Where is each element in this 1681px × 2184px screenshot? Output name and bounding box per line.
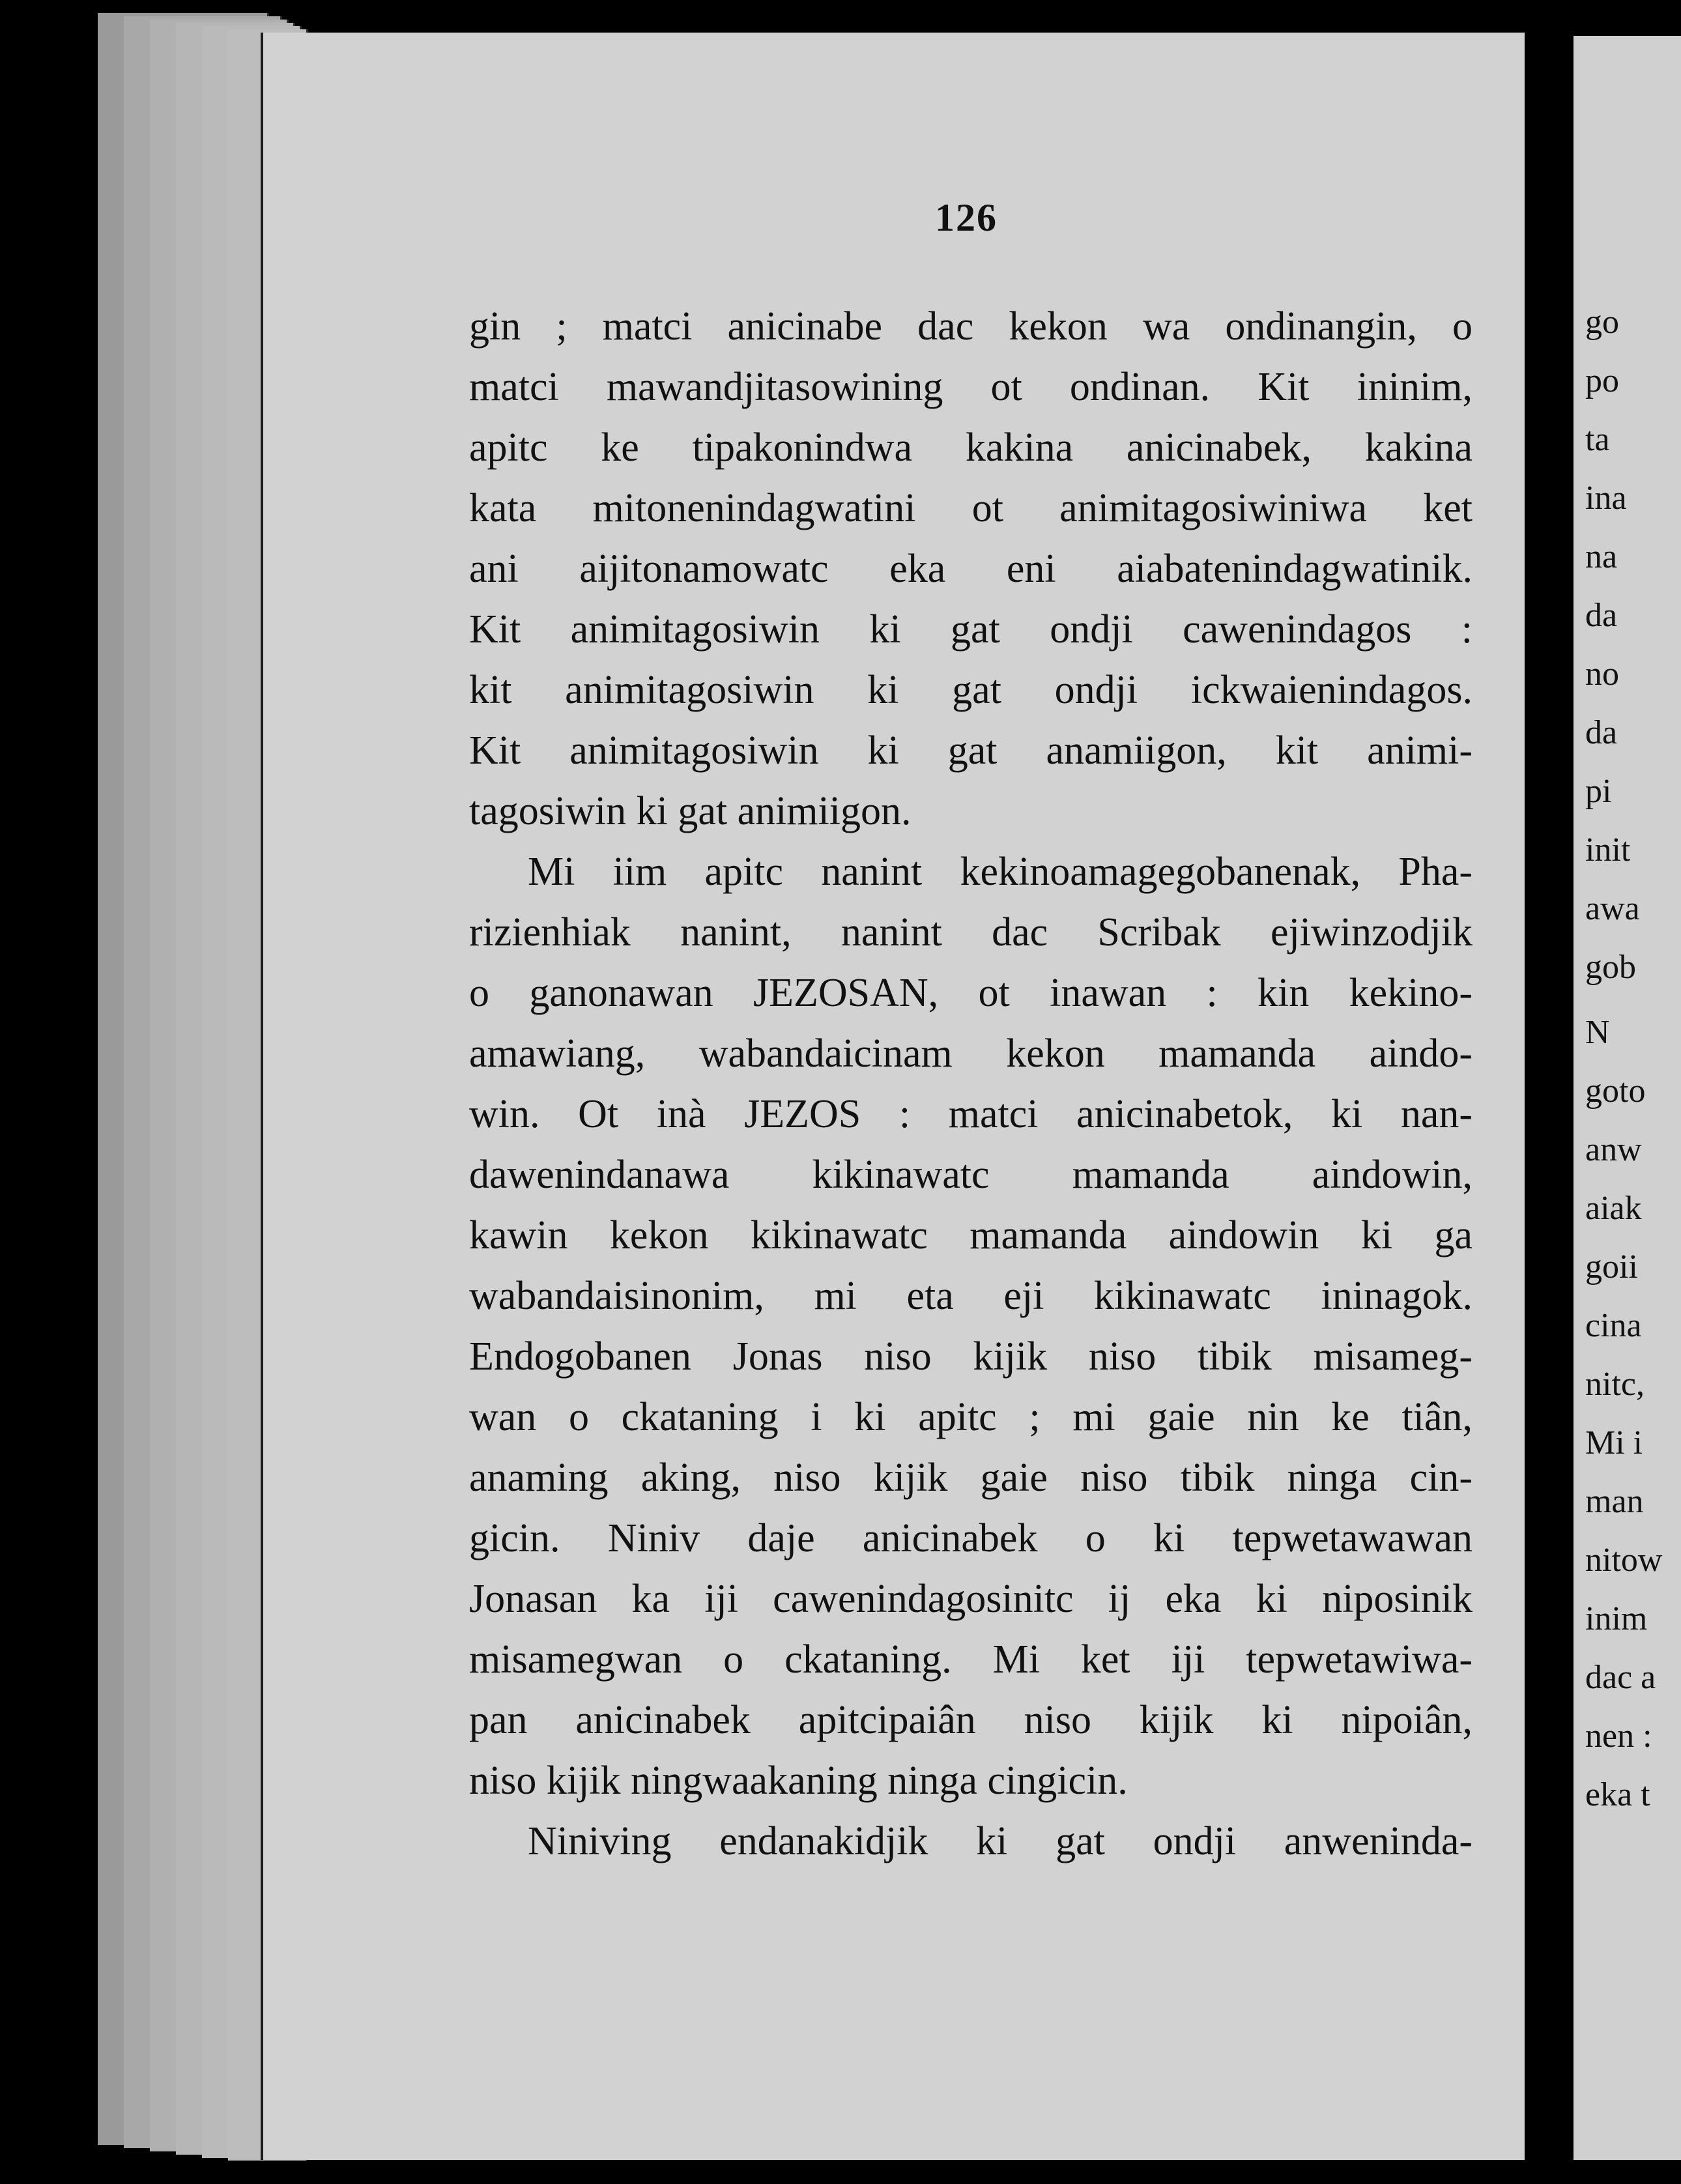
facing-page-fragment: aiak	[1585, 1190, 1642, 1227]
facing-page-fragment: eka t	[1585, 1776, 1650, 1813]
facing-page-fragment: po	[1585, 362, 1619, 399]
facing-page-fragment: anw	[1585, 1131, 1642, 1168]
facing-page-fragment: man	[1585, 1483, 1644, 1520]
facing-page-fragment: nitow	[1585, 1542, 1663, 1579]
page-number: 126	[935, 196, 998, 239]
text-line: kawin kekon kikinawatc mamanda aindowin ki ga	[469, 1213, 1473, 1257]
text-line: Niniving endanakidjik ki gat ondji anweninda-	[528, 1819, 1473, 1863]
page-text	[469, 296, 1473, 1872]
text-line: pan anicinabek apitcipaiân niso kijik ki nipoiân,	[469, 1698, 1473, 1742]
text-line: kit animitagosiwin ki gat ondji ickwaienindagos.	[469, 668, 1473, 712]
facing-page-fragment: gob	[1585, 949, 1636, 986]
text-line: kata mitonenindagwatini ot animitagosiwiniwa ket	[469, 486, 1473, 530]
text-line: Kit animitagosiwin ki gat ondji cawenindagos :	[469, 607, 1473, 652]
text-line: wan o ckataning i ki apitc ; mi gaie nin ke tiân,	[469, 1395, 1473, 1439]
text-line: o ganonawan JEZOSAN, ot inawan : kin kekino-	[469, 971, 1473, 1015]
text-line: wabandaisinonim, mi eta eji kikinawatc ininagok.	[469, 1274, 1473, 1318]
text-line: anaming aking, niso kijik gaie niso tibik ninga cin-	[469, 1456, 1473, 1500]
text-line: apitc ke tipakonindwa kakina anicinabek, kakina	[469, 425, 1473, 470]
text-line: Jonasan ka iji cawenindagosinitc ij eka ki niposinik	[469, 1577, 1473, 1621]
facing-page-fragment: goto	[1585, 1072, 1646, 1110]
facing-page-fragment: go	[1585, 304, 1619, 341]
text-line: Mi iim apitc nanint kekinoamagegobanenak, Pha-	[528, 850, 1473, 894]
text-line: tagosiwin ki gat animiigon.	[469, 789, 912, 833]
facing-page-fragment: na	[1585, 538, 1618, 575]
facing-page	[1573, 36, 1681, 2160]
book-gutter	[1525, 0, 1573, 2184]
text-line: amawiang, wabandaicinam kekon mamanda aindo-	[469, 1031, 1473, 1076]
facing-page-fragment: N	[1585, 1014, 1610, 1051]
text-line: Endogobanen Jonas niso kijik niso tibik misameg-	[469, 1334, 1473, 1379]
facing-page-fragment: da	[1585, 597, 1618, 634]
facing-page-fragment: pi	[1585, 773, 1612, 810]
facing-page-fragment: ina	[1585, 480, 1627, 517]
facing-page-fragment: awa	[1585, 890, 1640, 927]
text-line: gicin. Niniv daje anicinabek o ki tepwetawawan	[469, 1516, 1473, 1560]
facing-page-fragment: Mi i	[1585, 1424, 1643, 1461]
text-line: Kit animitagosiwin ki gat anamiigon, kit animi-	[469, 728, 1473, 773]
text-line: ani aijitonamowatc eka eni aiabatenindagwatinik.	[469, 547, 1473, 591]
facing-page-fragment: nen :	[1585, 1717, 1652, 1755]
facing-page-fragment: ta	[1585, 421, 1610, 458]
facing-page-fragment: cina	[1585, 1307, 1642, 1344]
text-line: dawenindanawa kikinawatc mamanda aindowin,	[469, 1153, 1473, 1197]
facing-page-fragment: no	[1585, 655, 1619, 693]
facing-page-fragment: dac a	[1585, 1659, 1656, 1696]
facing-page-fragment: inim	[1585, 1600, 1648, 1637]
text-line: gin ; matci anicinabe dac kekon wa ondinangin, o	[469, 304, 1473, 349]
text-line: misamegwan o ckataning. Mi ket iji tepwetawiwa-	[469, 1637, 1473, 1682]
facing-page-fragment: nitc,	[1585, 1366, 1645, 1403]
text-line: niso kijik ningwaakaning ninga cingicin.	[469, 1759, 1128, 1803]
facing-page-fragment: goii	[1585, 1248, 1638, 1286]
facing-page-fragment: da	[1585, 714, 1618, 751]
text-line: rizienhiak nanint, nanint dac Scribak ejiwinzodjik	[469, 910, 1473, 955]
text-line: matci mawandjitasowining ot ondinan. Kit ininim,	[469, 365, 1473, 409]
facing-page-fragment: init	[1585, 831, 1631, 869]
text-line: win. Ot inà JEZOS : matci anicinabetok, ki nan-	[469, 1092, 1473, 1136]
